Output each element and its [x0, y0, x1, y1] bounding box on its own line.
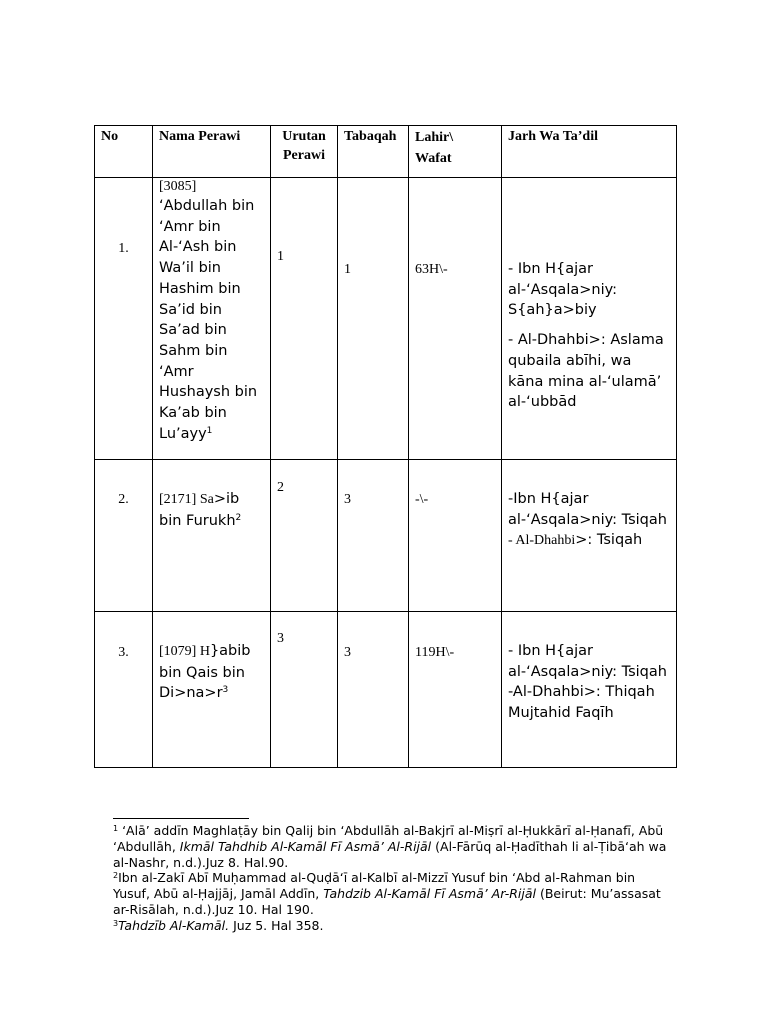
jarh-ibn-hajar: -Ibn H{ajar al-‘Asqala>niy: Tsiqah [508, 491, 667, 528]
perawi-name: ‘Abdullah bin ‘Amr bin Al-‘Ash bin Wa’il bin Hashim bin Sa’id bin Sa’ad bin Sahm bin ‘Amr Hushaysh bin Ka’ab bin Lu’ayy$^1$ [159, 198, 258, 442]
urutan-cell: 2 [271, 460, 338, 612]
header-no: No [95, 126, 153, 178]
header-urutan-perawi: Urutan Perawi [271, 126, 338, 178]
jarh-ibn-hajar: - Ibn H{ajar al-‘Asqala>niy: Tsiqah [508, 643, 667, 680]
jarh-dhahabi: - Al-Dhahbi>: Aslama qubaila abīhi, wa kāna mina al-‘ulamā’ al-‘ubbād [508, 332, 664, 411]
table-row [95, 178, 677, 460]
row-number: 3. [95, 612, 153, 768]
jarh-cell [502, 612, 677, 768]
header-nama-perawi: Nama Perawi [153, 126, 271, 178]
jarh-ibn-hajar: - Ibn H{ajar al-‘Asqala>niy: S{ah}a>biy [508, 261, 618, 319]
footnote-3: $^3$Tahdzīb Al-Kamāl. Juz 5. Hal 358. [113, 917, 324, 933]
lahir-wafat-cell: -\- [409, 460, 502, 612]
lahir-wafat-cell: 63H\- [409, 178, 502, 460]
footnote-1: $^1$ ‘Alā’ addīn Maghlaṭāy bin Qalij bin ‘Abdullāh al-Bakjrī al-Miṣrī al-Ḥukkārī al-Ḥanafī, Abū ‘Abdullāh, Ikmāl Tahdhib Al-Kamāl Fī Asmā’ Al-Rijāl (Al-Fārūq al-Ḥadīthah li al-Ṭibā‘ah wa al-Nashr, n.d.).Juz 8. Hal.90. [113, 823, 667, 870]
tabaqah-cell: 3 [338, 612, 409, 768]
footnote-separator [113, 818, 249, 819]
header-jarh-wa-tadil: Jarh Wa Ta’dil [502, 126, 677, 178]
footnote-2: $^2$Ibn al-Zakī Abī Muḥammad al-Quḍā‘ī al-Kalbī al-Mizzī Yusuf bin ‘Abd al-Rahman bin Yusuf, Abū al-Ḥajjāj, Jamāl Addīn, Tahdzib Al-Kamāl Fī Asmā’ Ar-Rijāl (Beirut: Mu’assasat ar-Risālah, n.d.).Juz 10. Hal 190. [113, 870, 661, 917]
footnote-ref: 1 [206, 425, 213, 436]
header-tabaqah: Tabaqah [338, 126, 409, 178]
jarh-dhahabi: - Al-Dhahbi>: Tsiqah [508, 532, 643, 549]
perawi-name: [1079] H}abib bin Qais bin Di>na>r$^3$ [159, 643, 251, 702]
footnote-ref: 3 [222, 685, 229, 696]
row-number: 2. [95, 460, 153, 612]
footnote-ref: 2 [235, 512, 242, 523]
row-number: 1. [95, 178, 153, 460]
nama-perawi-cell [153, 178, 271, 460]
nama-perawi-cell [153, 612, 271, 768]
urutan-cell: 1 [271, 178, 338, 460]
jarh-cell [502, 178, 677, 460]
perawi-id: [3085] [159, 179, 197, 194]
perawi-name: [2171] Sa>ib bin Furukh$^2$ [159, 491, 242, 529]
urutan-cell: 3 [271, 612, 338, 768]
table-header-row [95, 126, 677, 178]
lahir-wafat-cell: 119H\- [409, 612, 502, 768]
table-row [95, 612, 677, 768]
jarh-cell [502, 460, 677, 612]
perawi-table [94, 125, 677, 768]
tabaqah-cell: 3 [338, 460, 409, 612]
tabaqah-cell: 1 [338, 178, 409, 460]
nama-perawi-cell [153, 460, 271, 612]
header-lahir-wafat: Lahir\ Wafat [409, 126, 502, 178]
table-row [95, 460, 677, 612]
footnotes [113, 823, 673, 934]
jarh-dhahabi: -Al-Dhahbi>: Thiqah Mujtahid Faqīh [508, 684, 655, 722]
